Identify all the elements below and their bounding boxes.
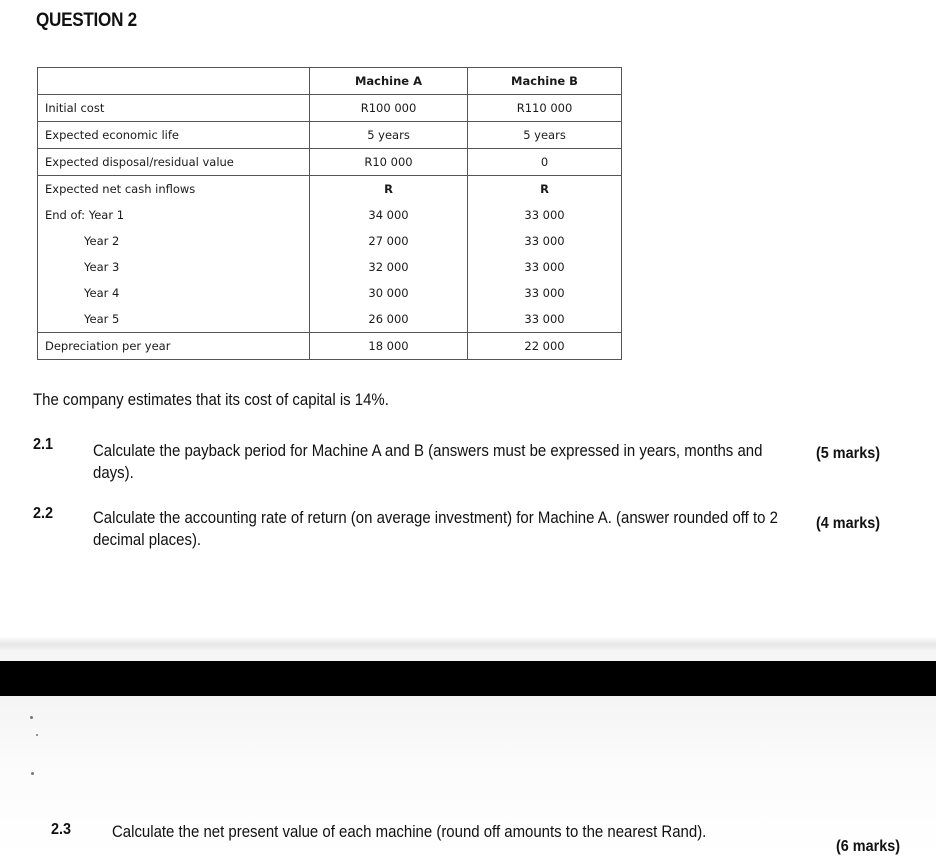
machine-a-value: 26 000: [310, 306, 468, 333]
machine-b-value: 33 000: [468, 280, 622, 306]
question-number-2-3: 2.3: [51, 821, 72, 838]
machine-b-value: 0: [468, 149, 622, 176]
machine-a-currency: R: [310, 176, 468, 203]
machine-a-value: R10 000: [310, 149, 468, 176]
question-text-2-2: Calculate the accounting rate of return (on average investment) for Machine A. (answer rounded off to 2 decimal places).: [93, 508, 778, 549]
question-text-2-1: Calculate the payback period for Machine A and B (answers must be expressed in years, months and days).: [93, 441, 763, 482]
machine-b-value: 33 000: [468, 254, 622, 280]
table-row-depreciation: [38, 333, 622, 360]
question-marks-2-1: (5 marks): [816, 445, 881, 462]
machine-comparison-table: [37, 67, 622, 360]
row-label: Expected net cash inflows: [38, 176, 310, 203]
table-row-economic-life: [38, 122, 622, 149]
question-text-2-3: Calculate the net present value of each machine (round off amounts to the nearest Rand).: [112, 822, 707, 841]
header-machine-a: Machine A: [310, 68, 468, 95]
row-label: End of: Year 1: [38, 202, 310, 228]
table-row-year-3: [38, 254, 622, 280]
machine-a-value: 30 000: [310, 280, 468, 306]
row-label: Depreciation per year: [38, 333, 310, 360]
machine-b-currency: R: [468, 176, 622, 203]
machine-a-value: 32 000: [310, 254, 468, 280]
machine-b-value: R110 000: [468, 95, 622, 122]
question-number-2-2: 2.2: [33, 505, 54, 522]
row-label: Expected economic life: [38, 122, 310, 149]
row-label: Initial cost: [38, 95, 310, 122]
machine-a-value: 5 years: [310, 122, 468, 149]
black-band: [0, 661, 936, 696]
table-row-residual-value: [38, 149, 622, 176]
machine-a-value: 27 000: [310, 228, 468, 254]
machine-b-value: 33 000: [468, 306, 622, 333]
table-row-year-5: [38, 306, 622, 333]
machine-b-value: 33 000: [468, 228, 622, 254]
table-row-cash-inflows: [38, 176, 622, 203]
table-row-year-4: [38, 280, 622, 306]
machine-a-value: R100 000: [310, 95, 468, 122]
cost-of-capital-statement: The company estimates that its cost of capital is 14%.: [33, 390, 389, 409]
table-header-row: [38, 68, 622, 95]
scan-speck: [36, 734, 38, 736]
row-label: Year 5: [38, 306, 310, 333]
row-label: Year 3: [38, 254, 310, 280]
table-row-year-2: [38, 228, 622, 254]
header-machine-b: Machine B: [468, 68, 622, 95]
next-page: [0, 696, 936, 858]
page-edge-shadow: [0, 636, 936, 650]
row-label: Year 2: [38, 228, 310, 254]
question-number-2-1: 2.1: [33, 436, 54, 453]
machine-b-value: 33 000: [468, 202, 622, 228]
machine-a-value: 18 000: [310, 333, 468, 360]
table-row-year-1: [38, 202, 622, 228]
machine-a-value: 34 000: [310, 202, 468, 228]
machine-b-value: 5 years: [468, 122, 622, 149]
question-heading: QUESTION 2: [36, 10, 137, 31]
row-label: Expected disposal/residual value: [38, 149, 310, 176]
table-row-initial-cost: [38, 95, 622, 122]
header-blank: [38, 68, 310, 95]
page-gap: [0, 650, 936, 661]
row-label: Year 4: [38, 280, 310, 306]
machine-b-value: 22 000: [468, 333, 622, 360]
scan-speck: [30, 716, 33, 719]
scan-speck: [31, 772, 34, 775]
question-marks-2-3: (6 marks): [836, 838, 901, 855]
question-marks-2-2: (4 marks): [816, 515, 881, 532]
